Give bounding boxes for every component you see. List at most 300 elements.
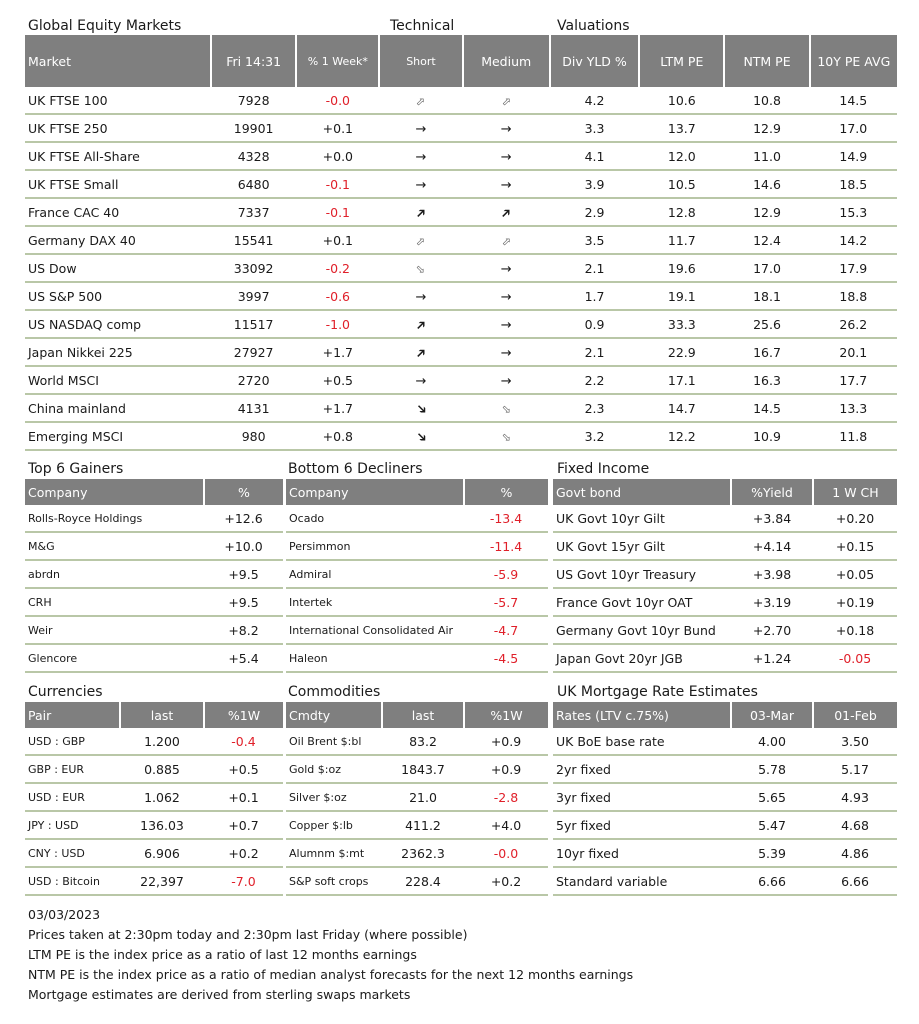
medium-trend-cell — [463, 87, 550, 114]
fixed_income-yield: +4.14 — [731, 532, 813, 560]
ltm-pe: 12.0 — [639, 142, 724, 170]
trend-arrow-upo-icon: ⇨ — [413, 93, 429, 109]
currencies-table — [25, 702, 283, 896]
medium-trend-cell — [463, 366, 550, 394]
trend-arrow-right-icon: → — [500, 261, 512, 277]
div-yield: 2.1 — [550, 254, 639, 282]
ntm-pe: 17.0 — [724, 254, 809, 282]
week-change: +0.8 — [296, 422, 379, 450]
table-row — [286, 644, 548, 672]
commodities-last: 1843.7 — [382, 755, 464, 783]
footnote-line: 03/03/2023 — [28, 907, 101, 922]
gainers-pct: +5.4 — [204, 644, 283, 672]
decliners-company: Intertek — [286, 588, 464, 616]
pe-10y-avg: 18.5 — [810, 170, 897, 198]
table-row — [553, 588, 897, 616]
fixed_income-yield: +3.19 — [731, 588, 813, 616]
fixed_income-week-change: +0.18 — [813, 616, 897, 644]
gainers-pct: +8.2 — [204, 616, 283, 644]
trend-arrow-up-icon: ➔ — [411, 343, 431, 363]
div-yield: 4.2 — [550, 87, 639, 114]
fixed_income-govt-bond: UK Govt 10yr Gilt — [553, 505, 731, 532]
header-last: last — [382, 702, 464, 728]
market-price: 27927 — [211, 338, 296, 366]
ltm-pe: 33.3 — [639, 310, 724, 338]
trend-arrow-downo-icon: ⇨ — [413, 261, 429, 277]
table-row — [286, 588, 548, 616]
gainers-title: Top 6 Gainers — [28, 461, 124, 477]
header-yield: %Yield — [731, 479, 813, 505]
ltm-pe: 19.6 — [639, 254, 724, 282]
trend-arrow-right-icon: → — [415, 373, 427, 389]
currencies-week-change: +0.2 — [204, 839, 283, 867]
pe-10y-avg: 18.8 — [810, 282, 897, 310]
trend-arrow-down-icon: ➔ — [411, 427, 431, 447]
table-row — [25, 114, 897, 142]
week-change: -0.0 — [296, 87, 379, 114]
ntm-pe: 12.9 — [724, 198, 809, 226]
fixed_income-week-change: +0.05 — [813, 560, 897, 588]
footnote-line: NTM PE is the index price as a ratio of median analyst forecasts for the next 12 months earnings — [28, 967, 634, 982]
currencies-week-change: +0.5 — [204, 755, 283, 783]
gainers-pct: +9.5 — [204, 560, 283, 588]
medium-trend-cell — [463, 394, 550, 422]
ltm-pe: 12.2 — [639, 422, 724, 450]
fixed_income-week-change: +0.19 — [813, 588, 897, 616]
gainers-company: Weir — [25, 616, 204, 644]
header-ntm-pe: NTM PE — [724, 35, 809, 87]
header-pair: Pair — [25, 702, 120, 728]
table-row — [25, 839, 283, 867]
short-trend-cell — [379, 114, 462, 142]
market-price: 4131 — [211, 394, 296, 422]
commodities-commodity: Alumnm $:mt — [286, 839, 382, 867]
table-row — [553, 811, 897, 839]
ltm-pe: 17.1 — [639, 366, 724, 394]
table-row — [25, 755, 283, 783]
table-row — [25, 87, 897, 114]
header-03-mar: 03-Mar — [731, 702, 813, 728]
header-price: Fri 14:31 — [211, 35, 296, 87]
fixed_income-govt-bond: Germany Govt 10yr Bund — [553, 616, 731, 644]
trend-arrow-upo-icon: ⇨ — [413, 233, 429, 249]
commodities-last: 2362.3 — [382, 839, 464, 867]
trend-arrow-upo-icon: ⇨ — [498, 93, 515, 109]
trend-arrow-right-icon: → — [500, 345, 512, 361]
table-row — [286, 783, 548, 811]
table-row — [286, 755, 548, 783]
market-name: UK FTSE 100 — [25, 87, 211, 114]
currencies-title: Currencies — [28, 684, 103, 700]
market-price: 4328 — [211, 142, 296, 170]
ltm-pe: 19.1 — [639, 282, 724, 310]
table-row — [286, 532, 548, 560]
technical-title: Technical — [390, 18, 455, 34]
market-price: 2720 — [211, 366, 296, 394]
gainers-header-row — [25, 479, 283, 505]
commodities-last: 228.4 — [382, 867, 464, 895]
short-trend-cell — [379, 87, 462, 114]
table-row — [553, 616, 897, 644]
market-name: France CAC 40 — [25, 198, 211, 226]
decliners-pct: -4.7 — [464, 616, 548, 644]
table-row — [25, 394, 897, 422]
currencies-pair: USD : Bitcoin — [25, 867, 120, 895]
ntm-pe: 16.3 — [724, 366, 809, 394]
header-week-change: %1W — [204, 702, 283, 728]
trend-arrow-right-icon: → — [415, 121, 427, 137]
short-trend-cell — [379, 226, 462, 254]
gainers-company: abrdn — [25, 560, 204, 588]
trend-arrow-upo-icon: ⇨ — [498, 233, 515, 249]
div-yield: 2.3 — [550, 394, 639, 422]
table-row — [25, 170, 897, 198]
pe-10y-avg: 17.7 — [810, 366, 897, 394]
commodities-last: 411.2 — [382, 811, 464, 839]
div-yield: 2.9 — [550, 198, 639, 226]
short-trend-cell — [379, 142, 462, 170]
market-price: 15541 — [211, 226, 296, 254]
table-row — [25, 254, 897, 282]
div-yield: 0.9 — [550, 310, 639, 338]
table-row — [286, 616, 548, 644]
commodities-commodity: Gold $:oz — [286, 755, 382, 783]
market-price: 3997 — [211, 282, 296, 310]
footnote-line: LTM PE is the index price as a ratio of last 12 months earnings — [28, 947, 417, 962]
fixed_income-govt-bond: US Govt 10yr Treasury — [553, 560, 731, 588]
decliners-pct: -13.4 — [464, 505, 548, 532]
decliners-company: International Consolidated Air — [286, 616, 464, 644]
fixed_income-yield: +3.98 — [731, 560, 813, 588]
commodities-header-row — [286, 702, 548, 728]
commodities-table — [286, 702, 548, 896]
header-short: Short — [379, 35, 462, 87]
decliners-company: Persimmon — [286, 532, 464, 560]
pe-10y-avg: 26.2 — [810, 310, 897, 338]
market-name: World MSCI — [25, 366, 211, 394]
trend-arrow-right-icon: → — [500, 149, 512, 165]
ntm-pe: 25.6 — [724, 310, 809, 338]
gainers-pct: +12.6 — [204, 505, 283, 532]
gainers-pct: +9.5 — [204, 588, 283, 616]
short-trend-cell — [379, 198, 462, 226]
table-row — [25, 644, 283, 672]
table-row — [25, 310, 897, 338]
ntm-pe: 18.1 — [724, 282, 809, 310]
gainers-company: CRH — [25, 588, 204, 616]
trend-arrow-right-icon: → — [500, 289, 512, 305]
currencies-week-change: -7.0 — [204, 867, 283, 895]
ltm-pe: 10.5 — [639, 170, 724, 198]
currencies-last: 6.906 — [120, 839, 204, 867]
table-row — [286, 560, 548, 588]
market-name: US Dow — [25, 254, 211, 282]
trend-arrow-right-icon: → — [500, 177, 512, 193]
trend-arrow-right-icon: → — [500, 317, 512, 333]
market-name: US S&P 500 — [25, 282, 211, 310]
mortgage-01-feb: 5.17 — [813, 755, 897, 783]
market-price: 7337 — [211, 198, 296, 226]
mortgage-rate: 3yr fixed — [553, 783, 731, 811]
currencies-pair: JPY : USD — [25, 811, 120, 839]
valuations-title: Valuations — [557, 18, 630, 34]
medium-trend-cell — [463, 142, 550, 170]
table-row — [25, 532, 283, 560]
pe-10y-avg: 20.1 — [810, 338, 897, 366]
table-row — [553, 867, 897, 895]
trend-arrow-up-icon: ➔ — [497, 203, 516, 223]
table-row — [25, 728, 283, 755]
ltm-pe: 12.8 — [639, 198, 724, 226]
pe-10y-avg: 14.9 — [810, 142, 897, 170]
equities-header-row — [25, 35, 897, 87]
decliners-pct: -5.7 — [464, 588, 548, 616]
div-yield: 3.3 — [550, 114, 639, 142]
fixed_income-week-change: +0.15 — [813, 532, 897, 560]
table-row — [25, 616, 283, 644]
pe-10y-avg: 14.2 — [810, 226, 897, 254]
trend-arrow-right-icon: → — [415, 289, 427, 305]
trend-arrow-right-icon: → — [415, 149, 427, 165]
ltm-pe: 13.7 — [639, 114, 724, 142]
header-commodity: Cmdty — [286, 702, 382, 728]
table-row — [553, 783, 897, 811]
mortgage-title: UK Mortgage Rate Estimates — [557, 684, 758, 700]
week-change: +0.5 — [296, 366, 379, 394]
mortgage-01-feb: 4.68 — [813, 811, 897, 839]
header-ltm-pe: LTM PE — [639, 35, 724, 87]
gainers-table — [25, 479, 283, 673]
ntm-pe: 12.9 — [724, 114, 809, 142]
table-row — [553, 532, 897, 560]
table-row — [25, 366, 897, 394]
mortgage-01-feb: 3.50 — [813, 728, 897, 755]
div-yield: 1.7 — [550, 282, 639, 310]
currencies-last: 1.062 — [120, 783, 204, 811]
mortgage-03-mar: 5.78 — [731, 755, 813, 783]
week-change: +0.1 — [296, 226, 379, 254]
short-trend-cell — [379, 282, 462, 310]
medium-trend-cell — [463, 282, 550, 310]
decliners-pct: -5.9 — [464, 560, 548, 588]
header-company: Company — [286, 479, 464, 505]
gainers-company: M&G — [25, 532, 204, 560]
short-trend-cell — [379, 310, 462, 338]
ntm-pe: 12.4 — [724, 226, 809, 254]
header-01-feb: 01-Feb — [813, 702, 897, 728]
gainers-company: Glencore — [25, 644, 204, 672]
commodities-week-change: -2.8 — [464, 783, 548, 811]
market-price: 980 — [211, 422, 296, 450]
medium-trend-cell — [463, 198, 550, 226]
fixed-income-title: Fixed Income — [557, 461, 650, 477]
div-yield: 3.5 — [550, 226, 639, 254]
table-row — [553, 560, 897, 588]
short-trend-cell — [379, 254, 462, 282]
currencies-pair: USD : EUR — [25, 783, 120, 811]
div-yield: 2.1 — [550, 338, 639, 366]
mortgage-03-mar: 5.47 — [731, 811, 813, 839]
mortgage-header-row — [553, 702, 897, 728]
commodities-week-change: +0.9 — [464, 755, 548, 783]
table-row — [25, 226, 897, 254]
table-row — [286, 505, 548, 532]
short-trend-cell — [379, 394, 462, 422]
currencies-week-change: +0.7 — [204, 811, 283, 839]
header-govt-bond: Govt bond — [553, 479, 731, 505]
ntm-pe: 10.8 — [724, 87, 809, 114]
table-row — [25, 783, 283, 811]
trend-arrow-down-icon: ➔ — [411, 399, 431, 419]
currencies-last: 1.200 — [120, 728, 204, 755]
mortgage-01-feb: 6.66 — [813, 867, 897, 895]
medium-trend-cell — [463, 170, 550, 198]
footnote-line: Mortgage estimates are derived from sterling swaps markets — [28, 987, 411, 1002]
mortgage-rate: 10yr fixed — [553, 839, 731, 867]
mortgage-rate: UK BoE base rate — [553, 728, 731, 755]
currencies-last: 0.885 — [120, 755, 204, 783]
trend-arrow-downo-icon: ⇨ — [498, 401, 515, 417]
fixed_income-header-row — [553, 479, 897, 505]
header-last: last — [120, 702, 204, 728]
mortgage-03-mar: 4.00 — [731, 728, 813, 755]
commodities-last: 83.2 — [382, 728, 464, 755]
short-trend-cell — [379, 338, 462, 366]
trend-arrow-right-icon: → — [500, 121, 512, 137]
commodities-commodity: Oil Brent $:bl — [286, 728, 382, 755]
footnotes — [28, 905, 633, 1005]
header-div-yield: Div YLD % — [550, 35, 639, 87]
pe-10y-avg: 15.3 — [810, 198, 897, 226]
medium-trend-cell — [463, 114, 550, 142]
decliners-table — [286, 479, 548, 673]
table-row — [25, 338, 897, 366]
div-yield: 4.1 — [550, 142, 639, 170]
market-name: UK FTSE Small — [25, 170, 211, 198]
commodities-week-change: +0.9 — [464, 728, 548, 755]
header-rate: Rates (LTV c.75%) — [553, 702, 731, 728]
table-row — [553, 505, 897, 532]
pe-10y-avg: 11.8 — [810, 422, 897, 450]
fixed_income-week-change: -0.05 — [813, 644, 897, 672]
table-row — [25, 867, 283, 895]
ntm-pe: 16.7 — [724, 338, 809, 366]
week-change: +0.0 — [296, 142, 379, 170]
medium-trend-cell — [463, 338, 550, 366]
trend-arrow-up-icon: ➔ — [411, 203, 431, 223]
medium-trend-cell — [463, 226, 550, 254]
market-price: 6480 — [211, 170, 296, 198]
table-row — [25, 811, 283, 839]
market-name: UK FTSE All-Share — [25, 142, 211, 170]
table-row — [286, 728, 548, 755]
commodities-week-change: +4.0 — [464, 811, 548, 839]
short-trend-cell — [379, 366, 462, 394]
trend-arrow-right-icon: → — [500, 373, 512, 389]
trend-arrow-downo-icon: ⇨ — [498, 429, 515, 445]
fixed_income-govt-bond: France Govt 10yr OAT — [553, 588, 731, 616]
footnote-line: Prices taken at 2:30pm today and 2:30pm last Friday (where possible) — [28, 927, 468, 942]
market-name: Germany DAX 40 — [25, 226, 211, 254]
market-price: 19901 — [211, 114, 296, 142]
currencies-week-change: +0.1 — [204, 783, 283, 811]
header-week-change: %1W — [464, 702, 548, 728]
mortgage-03-mar: 5.65 — [731, 783, 813, 811]
currencies-header-row — [25, 702, 283, 728]
mortgage-01-feb: 4.86 — [813, 839, 897, 867]
currencies-last: 22,397 — [120, 867, 204, 895]
div-yield: 3.9 — [550, 170, 639, 198]
market-name: China mainland — [25, 394, 211, 422]
table-row — [25, 588, 283, 616]
pe-10y-avg: 14.5 — [810, 87, 897, 114]
decliners-header-row — [286, 479, 548, 505]
mortgage-table — [553, 702, 897, 896]
equities-table — [25, 35, 897, 451]
commodities-week-change: +0.2 — [464, 867, 548, 895]
table-row — [25, 560, 283, 588]
table-row — [25, 142, 897, 170]
week-change: +1.7 — [296, 394, 379, 422]
medium-trend-cell — [463, 254, 550, 282]
table-row — [25, 282, 897, 310]
mortgage-rate: 5yr fixed — [553, 811, 731, 839]
table-row — [25, 422, 897, 450]
table-row — [25, 198, 897, 226]
table-row — [553, 839, 897, 867]
market-name: Japan Nikkei 225 — [25, 338, 211, 366]
fixed_income-week-change: +0.20 — [813, 505, 897, 532]
week-change: -0.2 — [296, 254, 379, 282]
currencies-pair: USD : GBP — [25, 728, 120, 755]
fixed-income-table — [553, 479, 897, 673]
mortgage-03-mar: 5.39 — [731, 839, 813, 867]
market-name: US NASDAQ comp — [25, 310, 211, 338]
table-row — [553, 755, 897, 783]
commodities-week-change: -0.0 — [464, 839, 548, 867]
ntm-pe: 14.5 — [724, 394, 809, 422]
ntm-pe: 11.0 — [724, 142, 809, 170]
header-company: Company — [25, 479, 204, 505]
table-row — [553, 728, 897, 755]
gainers-pct: +10.0 — [204, 532, 283, 560]
fixed_income-govt-bond: UK Govt 15yr Gilt — [553, 532, 731, 560]
market-price: 33092 — [211, 254, 296, 282]
market-price: 11517 — [211, 310, 296, 338]
fixed_income-yield: +3.84 — [731, 505, 813, 532]
market-name: Emerging MSCI — [25, 422, 211, 450]
decliners-title: Bottom 6 Decliners — [288, 461, 423, 477]
currencies-pair: CNY : USD — [25, 839, 120, 867]
week-change: -0.1 — [296, 198, 379, 226]
trend-arrow-right-icon: → — [415, 177, 427, 193]
table-row — [25, 505, 283, 532]
commodities-last: 21.0 — [382, 783, 464, 811]
table-row — [286, 811, 548, 839]
table-row — [286, 867, 548, 895]
decliners-pct: -11.4 — [464, 532, 548, 560]
header-pct: % — [464, 479, 548, 505]
fixed_income-govt-bond: Japan Govt 20yr JGB — [553, 644, 731, 672]
pe-10y-avg: 17.9 — [810, 254, 897, 282]
week-change: -0.6 — [296, 282, 379, 310]
ntm-pe: 14.6 — [724, 170, 809, 198]
header-market: Market — [25, 35, 211, 87]
week-change: +0.1 — [296, 114, 379, 142]
mortgage-01-feb: 4.93 — [813, 783, 897, 811]
decliners-company: Haleon — [286, 644, 464, 672]
mortgage-03-mar: 6.66 — [731, 867, 813, 895]
